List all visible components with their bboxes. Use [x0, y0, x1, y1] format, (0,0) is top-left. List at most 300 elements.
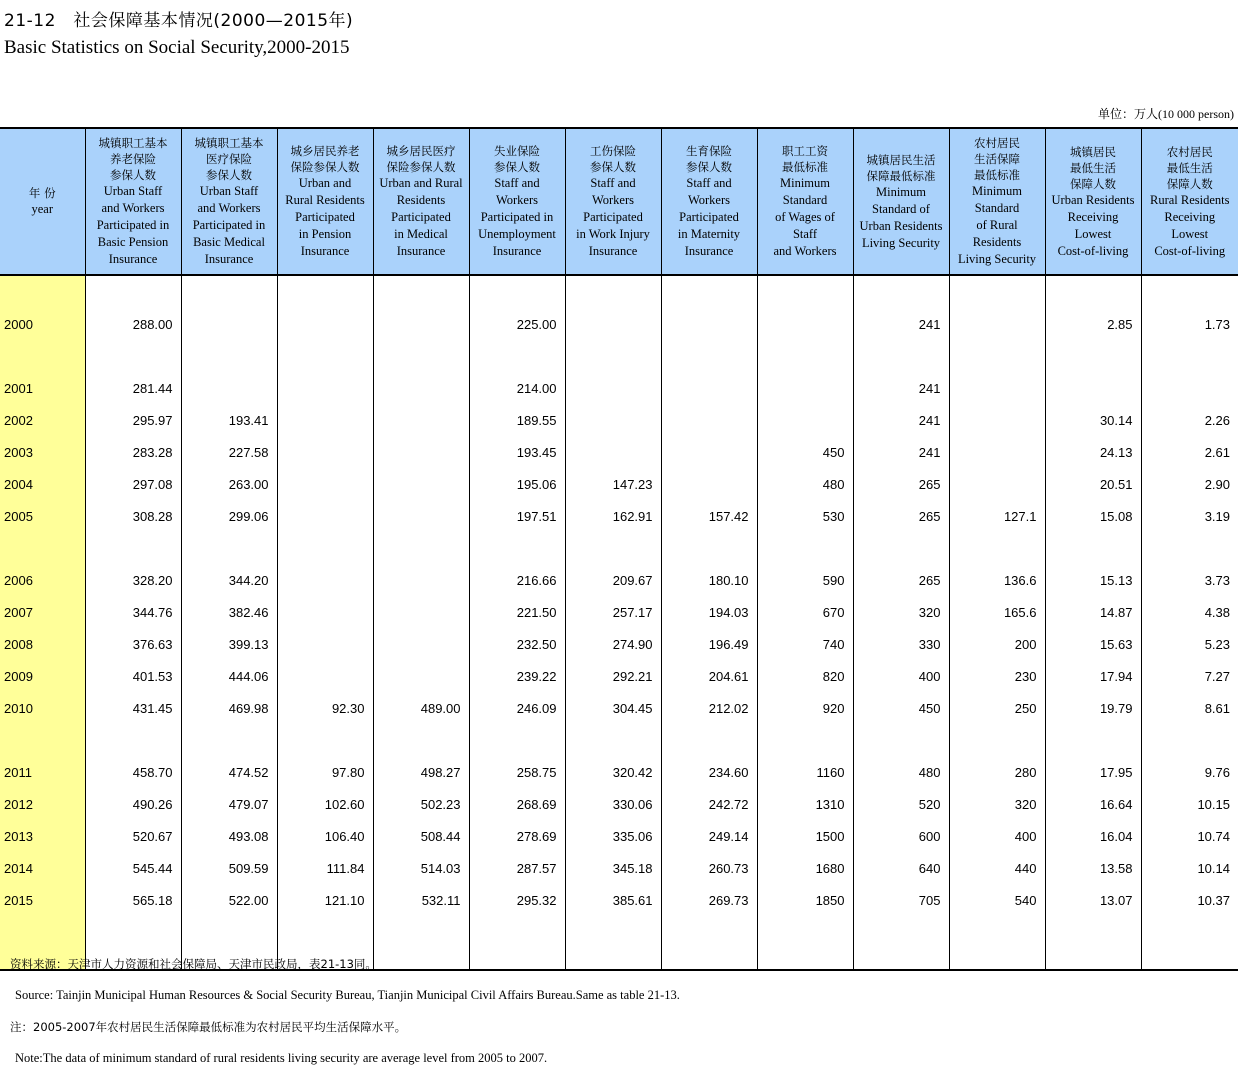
value-cell: [949, 468, 1045, 500]
value-cell: 246.09: [469, 692, 565, 724]
header-label-chinese: 参保人数: [686, 160, 732, 174]
value-cell: 13.07: [1045, 884, 1141, 916]
header-label-english: Living Security: [957, 252, 1037, 266]
value-cell: 15.08: [1045, 500, 1141, 532]
value-cell: 450: [853, 692, 949, 724]
header-label-english: Urban Residents: [859, 218, 943, 233]
value-cell: 308.28: [85, 500, 181, 532]
header-label-english: Lowest: [1074, 226, 1112, 241]
header-label-english: Urban Staff: [103, 184, 163, 198]
value-cell: [565, 404, 661, 436]
value-cell: 214.00: [469, 372, 565, 404]
header-column-1: [85, 128, 181, 275]
value-cell: 640: [853, 852, 949, 884]
header-column-8: [757, 128, 853, 275]
value-cell: 195.06: [469, 468, 565, 500]
header-label-english: Rural Residents: [1149, 192, 1230, 207]
header-label-english: in Pension: [298, 227, 352, 241]
header-column-5: [469, 128, 565, 275]
spacer-cell: [277, 275, 373, 308]
value-cell: 431.45: [85, 692, 181, 724]
table-title-chinese: 21-12 社会保障基本情况(2000—2015年): [4, 11, 354, 31]
year-cell: 2013: [0, 820, 85, 852]
year-cell: 2005: [0, 500, 85, 532]
value-cell: 280: [949, 756, 1045, 788]
value-cell: 509.59: [181, 852, 277, 884]
value-cell: 292.21: [565, 660, 661, 692]
year-cell: 2008: [0, 628, 85, 660]
value-cell: 522.00: [181, 884, 277, 916]
value-cell: 8.61: [1141, 692, 1238, 724]
value-cell: 17.95: [1045, 756, 1141, 788]
header-label-english: Standard: [974, 201, 1020, 215]
value-cell: 136.6: [949, 564, 1045, 596]
header-label-chinese: 保险参保人数: [386, 160, 456, 174]
value-cell: 92.30: [277, 692, 373, 724]
value-cell: 670: [757, 596, 853, 628]
spacer-cell: [85, 724, 181, 756]
value-cell: 489.00: [373, 692, 469, 724]
spacer-cell: [565, 724, 661, 756]
header-label-english: of Rural: [976, 218, 1018, 232]
year-cell: 2004: [0, 468, 85, 500]
year-cell: 2009: [0, 660, 85, 692]
spacer-cell: [0, 532, 85, 564]
footnote-english: Note:The data of minimum standard of rural residents living security are average level from 2005 to 2007.: [15, 1051, 548, 1065]
table-row: [0, 756, 1238, 788]
header-label-english: in Work Injury: [576, 227, 650, 241]
header-label-chinese: 工伤保险: [590, 144, 636, 158]
spacer-cell: [565, 340, 661, 372]
value-cell: 15.13: [1045, 564, 1141, 596]
header-label-english: Insurance: [684, 244, 734, 258]
value-cell: [661, 372, 757, 404]
header-label-english: of Wages of: [775, 210, 835, 224]
value-cell: 458.70: [85, 756, 181, 788]
spacer-cell: [181, 275, 277, 308]
header-label-english: Participated in: [192, 218, 266, 232]
value-cell: [277, 308, 373, 340]
value-cell: 204.61: [661, 660, 757, 692]
header-label-chinese: 参保人数: [494, 160, 540, 174]
value-cell: [757, 372, 853, 404]
value-cell: 344.20: [181, 564, 277, 596]
header-label-chinese: 保障人数: [1070, 176, 1116, 191]
source-note-english: Source: Tainjin Municipal Human Resources & Social Security Bureau, Tianjin Municipal Civil Affairs Bureau.Same as table 21-13.: [15, 988, 680, 1002]
header-label-chinese: 城镇居民生活: [866, 152, 936, 167]
value-cell: 239.22: [469, 660, 565, 692]
value-cell: 16.64: [1045, 788, 1141, 820]
table-row: [0, 308, 1238, 340]
spacer-cell: [1045, 724, 1141, 756]
header-label-english: Insurance: [396, 244, 446, 258]
spacer-cell: [277, 532, 373, 564]
value-cell: 600: [853, 820, 949, 852]
value-cell: 345.18: [565, 852, 661, 884]
value-cell: 265: [853, 500, 949, 532]
value-cell: 287.57: [469, 852, 565, 884]
spacer-cell: [181, 724, 277, 756]
spacer-cell: [373, 532, 469, 564]
value-cell: 193.45: [469, 436, 565, 468]
spacer-cell: [469, 532, 565, 564]
value-cell: 106.40: [277, 820, 373, 852]
value-cell: [277, 660, 373, 692]
header-label-english: Workers: [687, 193, 731, 207]
header-label-chinese: 最低标准: [782, 160, 828, 174]
value-cell: 490.26: [85, 788, 181, 820]
spacer-cell: [853, 275, 949, 308]
value-cell: 274.90: [565, 628, 661, 660]
year-cell: 2001: [0, 372, 85, 404]
header-label-english: Participated in: [96, 218, 170, 232]
spacer-cell: [469, 340, 565, 372]
header-label-english: Staff: [792, 227, 818, 241]
header-label-english: Insurance: [492, 244, 542, 258]
year-cell: 2010: [0, 692, 85, 724]
header-label-english: Urban and: [298, 176, 352, 190]
header-label-chinese: 保险参保人数: [290, 160, 360, 174]
value-cell: 221.50: [469, 596, 565, 628]
spacer-cell: [1141, 340, 1238, 372]
value-cell: 469.98: [181, 692, 277, 724]
value-cell: 920: [757, 692, 853, 724]
value-cell: [661, 308, 757, 340]
value-cell: 479.07: [181, 788, 277, 820]
value-cell: 297.08: [85, 468, 181, 500]
value-cell: 278.69: [469, 820, 565, 852]
spacer-row: [0, 275, 1238, 308]
spacer-cell: [1045, 275, 1141, 308]
header-label-chinese: 最低标准: [974, 168, 1020, 182]
header-label-english: Insurance: [108, 252, 158, 266]
value-cell: 102.60: [277, 788, 373, 820]
spacer-row: [0, 532, 1238, 564]
value-cell: 304.45: [565, 692, 661, 724]
value-cell: [277, 500, 373, 532]
header-label-chinese: 失业保险: [494, 144, 540, 158]
value-cell: 265: [853, 468, 949, 500]
table-row: [0, 660, 1238, 692]
value-cell: 111.84: [277, 852, 373, 884]
value-cell: [949, 308, 1045, 340]
table-header-row: [0, 128, 1238, 275]
value-cell: 444.06: [181, 660, 277, 692]
header-label-english: and Workers: [101, 201, 165, 215]
value-cell: 376.63: [85, 628, 181, 660]
header-label-chinese: 医疗保险: [206, 152, 252, 166]
value-cell: 440: [949, 852, 1045, 884]
table-row: [0, 372, 1238, 404]
value-cell: 232.50: [469, 628, 565, 660]
spacer-cell: [661, 724, 757, 756]
spacer-cell: [661, 340, 757, 372]
spacer-cell: [661, 532, 757, 564]
value-cell: [373, 372, 469, 404]
year-cell: 2003: [0, 436, 85, 468]
value-cell: [277, 372, 373, 404]
table-row: [0, 692, 1238, 724]
value-cell: 320: [949, 788, 1045, 820]
spacer-cell: [565, 532, 661, 564]
header-label-chinese: 参保人数: [206, 168, 252, 182]
spacer-cell: [181, 340, 277, 372]
value-cell: [373, 404, 469, 436]
header-label-english: Basic Medical: [193, 235, 265, 249]
year-cell: 2012: [0, 788, 85, 820]
value-cell: 16.04: [1045, 820, 1141, 852]
value-cell: 2.85: [1045, 308, 1141, 340]
value-cell: 162.91: [565, 500, 661, 532]
header-label-chinese: 城镇居民: [1070, 144, 1116, 159]
header-label-chinese: 最低生活: [1166, 160, 1213, 175]
year-cell: 2002: [0, 404, 85, 436]
table-row: [0, 852, 1238, 884]
header-label-chinese: 生活保障: [974, 152, 1020, 166]
value-cell: [373, 596, 469, 628]
value-cell: 30.14: [1045, 404, 1141, 436]
header-label-chinese: 生育保险: [686, 144, 732, 158]
value-cell: 545.44: [85, 852, 181, 884]
spacer-cell: [373, 724, 469, 756]
value-cell: 330.06: [565, 788, 661, 820]
value-cell: 281.44: [85, 372, 181, 404]
value-cell: 180.10: [661, 564, 757, 596]
value-cell: 242.72: [661, 788, 757, 820]
spacer-cell: [1045, 340, 1141, 372]
value-cell: 295.97: [85, 404, 181, 436]
header-label-english: Participated: [583, 210, 643, 224]
header-label-english: Urban Residents: [1051, 192, 1135, 207]
spacer-cell: [757, 724, 853, 756]
value-cell: 1160: [757, 756, 853, 788]
value-cell: 258.75: [469, 756, 565, 788]
value-cell: 241: [853, 308, 949, 340]
header-label-english: Cost-of-living: [1057, 243, 1129, 258]
value-cell: 508.44: [373, 820, 469, 852]
year-cell: 2015: [0, 884, 85, 916]
header-label-chinese: 农村居民: [1166, 144, 1213, 159]
spacer-cell: [0, 724, 85, 756]
value-cell: 502.23: [373, 788, 469, 820]
spacer-cell: [277, 340, 373, 372]
year-cell: 2014: [0, 852, 85, 884]
header-label-english: in Medical: [394, 227, 448, 241]
header-year: [0, 128, 85, 275]
value-cell: 121.10: [277, 884, 373, 916]
value-cell: [277, 436, 373, 468]
table-row: [0, 404, 1238, 436]
value-cell: [661, 404, 757, 436]
table-row: [0, 820, 1238, 852]
value-cell: 532.11: [373, 884, 469, 916]
value-cell: 263.00: [181, 468, 277, 500]
spacer-cell: [853, 532, 949, 564]
header-label-english: Rural Residents: [285, 193, 365, 207]
value-cell: 209.67: [565, 564, 661, 596]
value-cell: 520: [853, 788, 949, 820]
value-cell: 200: [949, 628, 1045, 660]
spacer-cell: [373, 340, 469, 372]
header-label-english: Minimum: [971, 184, 1022, 198]
value-cell: 4.38: [1141, 596, 1238, 628]
value-cell: 530: [757, 500, 853, 532]
spacer-cell: [565, 916, 661, 970]
value-cell: 5.23: [1141, 628, 1238, 660]
spacer-cell: [469, 724, 565, 756]
spacer-cell: [949, 532, 1045, 564]
source-note-chinese: 资料来源：天津市人力资源和社会保障局、天津市民政局，表21-13同。: [10, 957, 377, 971]
header-label-english: Living Security: [861, 235, 941, 250]
header-label-english: Unemployment: [478, 227, 556, 241]
social-security-table: [0, 127, 1238, 971]
spacer-cell: [1141, 275, 1238, 308]
value-cell: [949, 436, 1045, 468]
header-label-chinese: 保障最低标准: [866, 168, 936, 183]
header-column-6: [565, 128, 661, 275]
value-cell: 330: [853, 628, 949, 660]
header-column-11: [1045, 128, 1141, 275]
value-cell: 705: [853, 884, 949, 916]
value-cell: 197.51: [469, 500, 565, 532]
header-column-4: [373, 128, 469, 275]
value-cell: 399.13: [181, 628, 277, 660]
header-column-7: [661, 128, 757, 275]
header-label-english: Standard of: [872, 201, 930, 216]
value-cell: [373, 468, 469, 500]
header-column-2: [181, 128, 277, 275]
value-cell: 194.03: [661, 596, 757, 628]
value-cell: 227.58: [181, 436, 277, 468]
value-cell: 19.79: [1045, 692, 1141, 724]
spacer-cell: [661, 916, 757, 970]
spacer-cell: [469, 275, 565, 308]
spacer-cell: [757, 916, 853, 970]
spacer-cell: [469, 916, 565, 970]
spacer-cell: [949, 275, 1045, 308]
value-cell: [373, 628, 469, 660]
value-cell: 269.73: [661, 884, 757, 916]
value-cell: 193.41: [181, 404, 277, 436]
spacer-cell: [181, 532, 277, 564]
value-cell: [373, 660, 469, 692]
value-cell: 520.67: [85, 820, 181, 852]
spacer-cell: [949, 916, 1045, 970]
value-cell: 24.13: [1045, 436, 1141, 468]
value-cell: [277, 404, 373, 436]
value-cell: 400: [949, 820, 1045, 852]
table-row: [0, 596, 1238, 628]
value-cell: [373, 564, 469, 596]
year-cell: 2011: [0, 756, 85, 788]
header-label-english: Basic Pension: [97, 235, 169, 249]
value-cell: 157.42: [661, 500, 757, 532]
value-cell: 147.23: [565, 468, 661, 500]
value-cell: [949, 372, 1045, 404]
footnote-chinese: 注：2005-2007年农村居民生活保障最低标准为农村居民平均生活保障水平。: [10, 1020, 407, 1034]
table-body: [0, 275, 1238, 970]
header-label-english: Insurance: [300, 244, 350, 258]
value-cell: [181, 372, 277, 404]
value-cell: [373, 500, 469, 532]
value-cell: 498.27: [373, 756, 469, 788]
spacer-cell: [853, 340, 949, 372]
spacer-cell: [1141, 532, 1238, 564]
value-cell: 2.90: [1141, 468, 1238, 500]
value-cell: 1500: [757, 820, 853, 852]
value-cell: [277, 628, 373, 660]
spacer-cell: [853, 724, 949, 756]
value-cell: 320: [853, 596, 949, 628]
value-cell: 10.15: [1141, 788, 1238, 820]
value-cell: 265: [853, 564, 949, 596]
spacer-row: [0, 724, 1238, 756]
value-cell: 401.53: [85, 660, 181, 692]
value-cell: 480: [853, 756, 949, 788]
spacer-cell: [949, 340, 1045, 372]
header-label-english: Insurance: [204, 252, 254, 266]
value-cell: [661, 468, 757, 500]
header-label-english: Insurance: [588, 244, 638, 258]
header-label-chinese: 保障人数: [1166, 176, 1213, 191]
spacer-cell: [757, 532, 853, 564]
header-label-english: and Workers: [773, 244, 837, 258]
value-cell: 241: [853, 372, 949, 404]
value-cell: 268.69: [469, 788, 565, 820]
value-cell: 1.73: [1141, 308, 1238, 340]
value-cell: 13.58: [1045, 852, 1141, 884]
table-row: [0, 500, 1238, 532]
value-cell: 740: [757, 628, 853, 660]
value-cell: 493.08: [181, 820, 277, 852]
value-cell: 3.19: [1141, 500, 1238, 532]
spacer-cell: [661, 275, 757, 308]
value-cell: 189.55: [469, 404, 565, 436]
value-cell: [277, 468, 373, 500]
header-label-english: Participated: [391, 210, 451, 224]
year-cell: 2000: [0, 308, 85, 340]
spacer-cell: [565, 275, 661, 308]
header-label-english: Residents: [972, 235, 1022, 249]
value-cell: 250: [949, 692, 1045, 724]
header-label-english: Staff and: [686, 176, 732, 190]
value-cell: 14.87: [1045, 596, 1141, 628]
value-cell: 7.27: [1141, 660, 1238, 692]
value-cell: 540: [949, 884, 1045, 916]
header-label-english: Urban Staff: [199, 184, 259, 198]
spacer-row: [0, 340, 1238, 372]
spacer-cell: [85, 532, 181, 564]
spacer-cell: [373, 916, 469, 970]
value-cell: 288.00: [85, 308, 181, 340]
header-label-english: Cost-of-living: [1154, 243, 1226, 258]
header-label-english: year: [31, 202, 53, 216]
header-label-chinese: 职工工资: [782, 144, 828, 158]
value-cell: 480: [757, 468, 853, 500]
value-cell: [277, 596, 373, 628]
header-label-english: Receiving: [1067, 209, 1119, 224]
header-label-chinese: 城乡居民养老: [290, 144, 360, 158]
value-cell: 249.14: [661, 820, 757, 852]
value-cell: [565, 436, 661, 468]
value-cell: 212.02: [661, 692, 757, 724]
value-cell: 1680: [757, 852, 853, 884]
table-row: [0, 564, 1238, 596]
year-cell: 2006: [0, 564, 85, 596]
spacer-cell: [757, 340, 853, 372]
value-cell: [1045, 372, 1141, 404]
header-label-english: Workers: [591, 193, 635, 207]
